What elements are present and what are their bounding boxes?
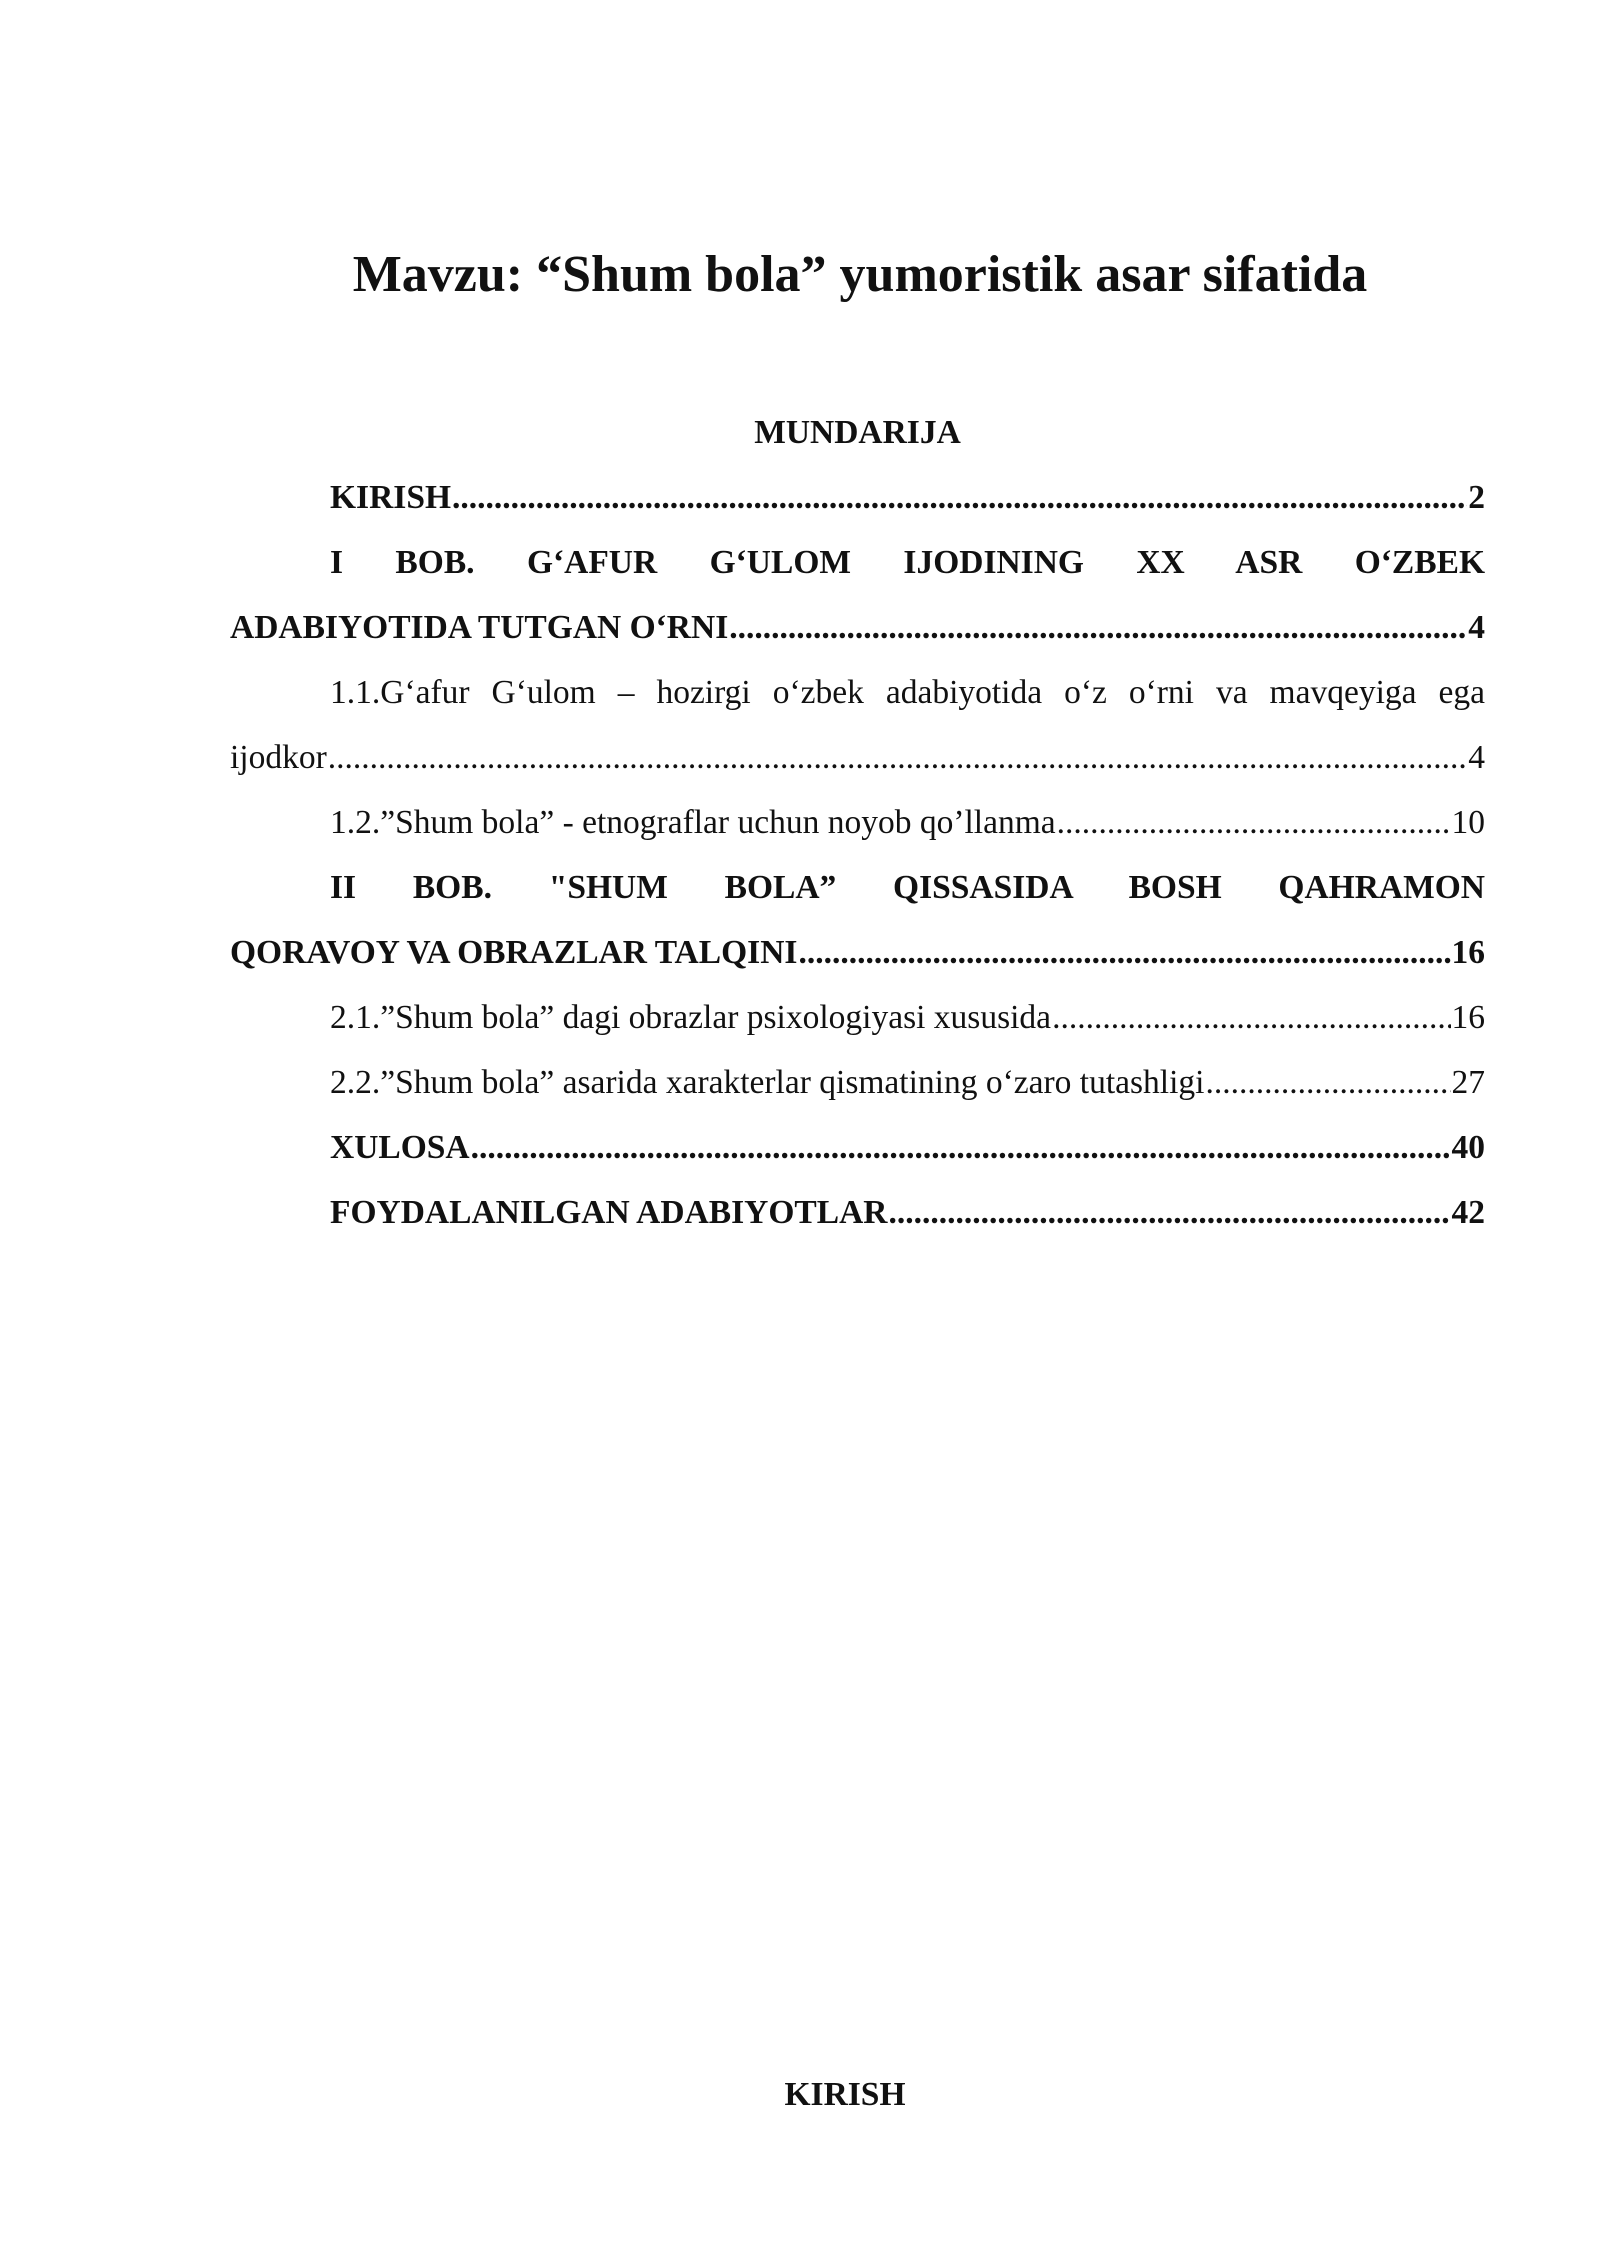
toc-entry-section-1-1-line-1[interactable]: 1.1.G‘afur G‘ulom – hozirgi o‘zbek adabiyotida o‘z o‘rni va mavqeyiga ega <box>330 674 1485 711</box>
toc-page-number: 4 <box>1468 739 1485 776</box>
toc-entry-foydalanilgan-adabiyotlar[interactable] <box>230 1180 1485 1245</box>
page-title: Mavzu: “Shum bola” yumoristik asar sifatida <box>352 246 1368 303</box>
toc-entry-chapter-1-line-2[interactable] <box>230 595 1485 660</box>
toc-page-number: 10 <box>1451 804 1485 841</box>
toc-entry-section-1-1-line-2[interactable] <box>230 725 1485 790</box>
toc-entry-section-2-2[interactable] <box>230 1050 1485 1115</box>
toc-entry-chapter-2-line-1[interactable]: II BOB. "SHUM BOLA” QISSASIDA BOSH QAHRAMON <box>330 869 1485 906</box>
toc-entry-xulosa[interactable] <box>230 1115 1485 1180</box>
toc-leader-dots <box>452 465 1467 530</box>
toc-page-number: 16 <box>1451 999 1485 1036</box>
toc-entry-label: ADABIYOTIDA TUTGAN O‘RNI <box>230 609 729 646</box>
toc-page-number: 42 <box>1451 1194 1485 1231</box>
toc-page-number: 16 <box>1451 934 1485 971</box>
toc-leader-dots <box>328 725 1467 790</box>
toc-heading: MUNDARIJA <box>754 414 961 451</box>
toc-entry-label: ijodkor <box>230 739 327 776</box>
toc-entry-chapter-1-line-1[interactable]: I BOB. G‘AFUR G‘ULOM IJODINING XX ASR O‘ZBEK <box>330 544 1485 581</box>
toc-page-number: 40 <box>1451 1129 1485 1166</box>
toc-page-number: 4 <box>1468 609 1485 646</box>
toc-leader-dots <box>888 1180 1450 1245</box>
toc-entry-label: 2.2.”Shum bola” asarida xarakterlar qismatining o‘zaro tutashligi <box>330 1064 1205 1101</box>
toc-entry-label: FOYDALANILGAN ADABIYOTLAR <box>330 1194 888 1231</box>
toc-entry-section-2-1[interactable] <box>230 985 1485 1050</box>
toc-leader-dots <box>798 920 1450 985</box>
toc-entry-section-1-2[interactable] <box>230 790 1485 855</box>
toc-page-number: 27 <box>1451 1064 1485 1101</box>
toc-page-number: 2 <box>1468 479 1485 516</box>
toc-leader-dots <box>729 595 1467 660</box>
toc-entry-chapter-2-line-2[interactable] <box>230 920 1485 985</box>
toc-entry-kirish[interactable] <box>230 465 1485 530</box>
toc-entry-label: KIRISH <box>330 479 452 516</box>
toc-entry-label: QORAVOY VA OBRAZLAR TALQINI <box>230 934 798 971</box>
table-of-contents <box>230 400 1485 1245</box>
toc-leader-dots <box>471 1115 1451 1180</box>
toc-leader-dots <box>1057 790 1451 855</box>
toc-leader-dots <box>1205 1050 1450 1115</box>
toc-leader-dots <box>1052 985 1450 1050</box>
toc-entry-label: XULOSA <box>330 1129 470 1166</box>
toc-entry-label: 1.2.”Shum bola” - etnograflar uchun noyob qo’llanma <box>330 804 1056 841</box>
toc-entry-label: 2.1.”Shum bola” dagi obrazlar psixologiyasi xususida <box>330 999 1052 1036</box>
section-heading-kirish: KIRISH <box>784 2076 906 2113</box>
